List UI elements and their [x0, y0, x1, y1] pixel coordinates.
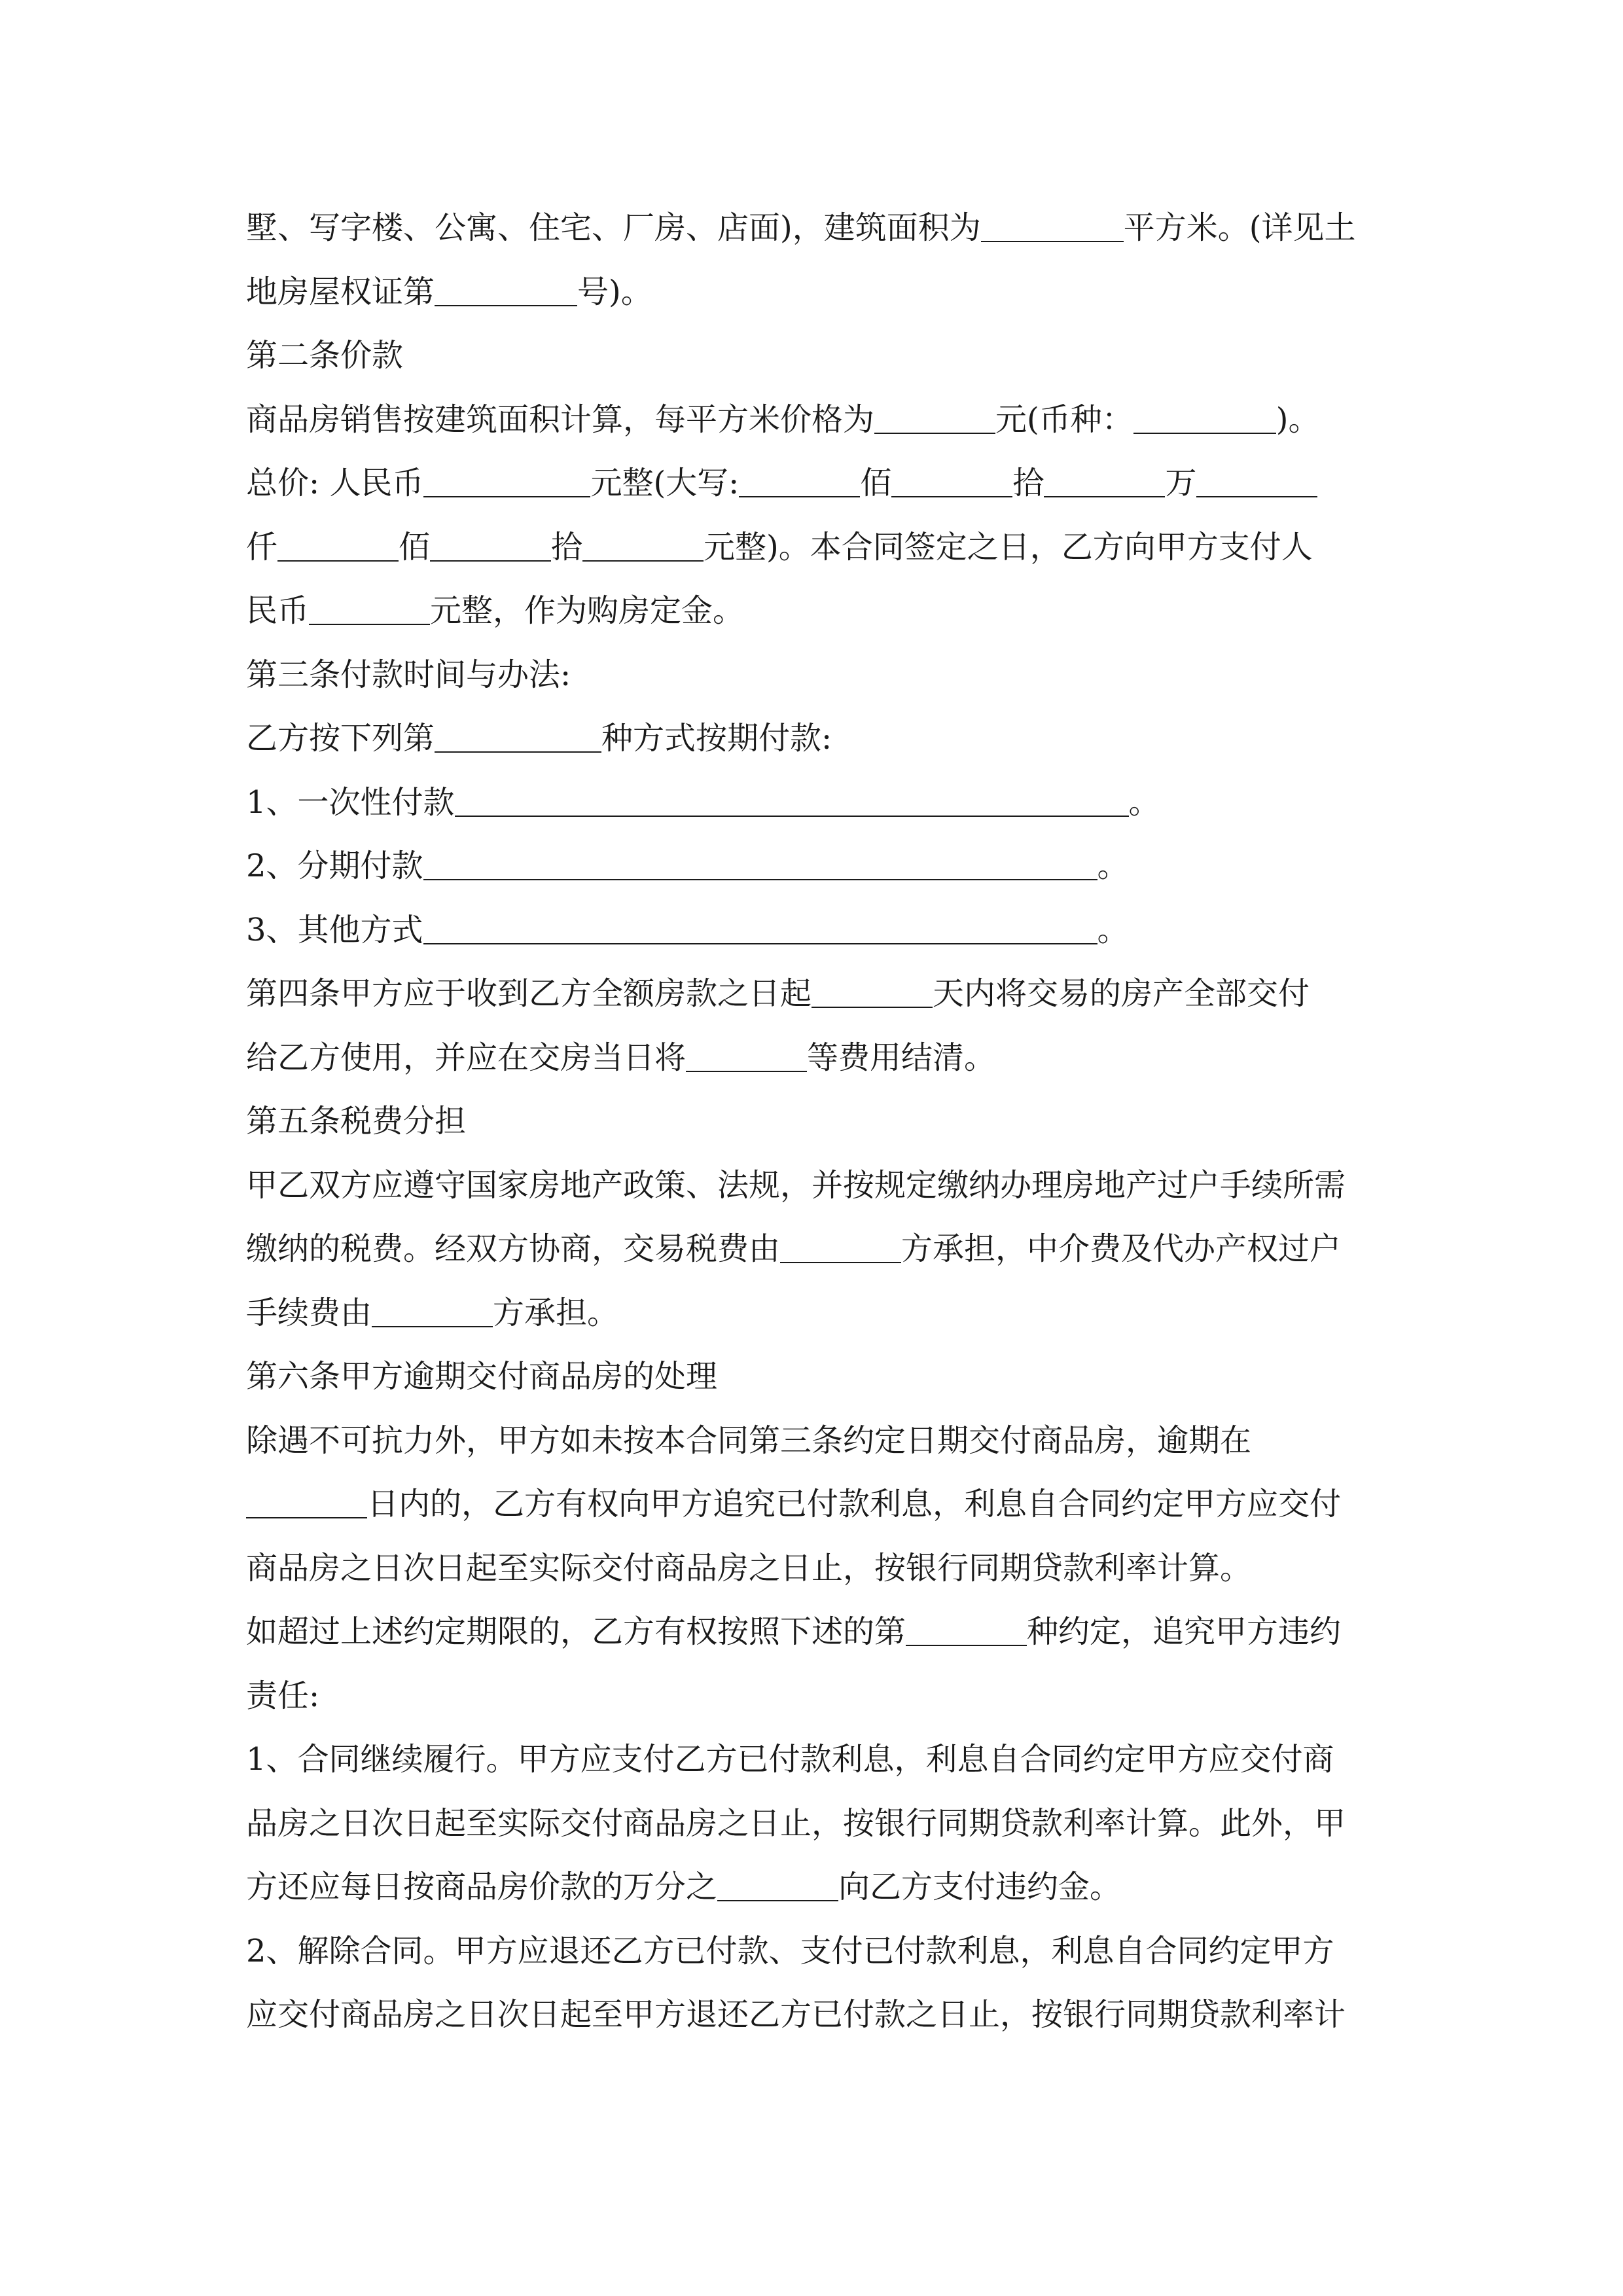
blank-field[interactable] [874, 393, 995, 434]
text-line: 责任: [246, 1677, 320, 1714]
text-segment: 第四条甲方应于收到乙方全额房款之日起 [246, 975, 812, 1012]
blank-field[interactable] [246, 1478, 367, 1518]
text-segment: 元整，作为购房定金。 [430, 592, 745, 629]
text-segment: 墅、写字楼、公寓、住宅、厂房、店面)，建筑面积为 [246, 209, 981, 246]
text-segment: 仟 [246, 528, 278, 565]
text-segment: 种方式按期付款: [601, 720, 832, 757]
text-segment: 。 [1097, 848, 1129, 884]
text-line [246, 771, 1378, 835]
text-segment: 日内的，乙方有权向甲方追究已付款利息，利息自合同约定甲方应交付 [367, 1486, 1342, 1522]
text-segment: 手续费由 [246, 1294, 372, 1331]
text-segment: 给乙方使用，并应在交房当日将 [246, 1039, 687, 1076]
text-line [246, 452, 1378, 516]
blank-field[interactable] [435, 266, 577, 306]
text-segment: 地房屋权证第 [246, 273, 435, 310]
text-line [246, 516, 1378, 580]
text-segment: 元(币种： [995, 401, 1133, 438]
text-line: 1、合同继续履行。甲方应支付乙方已付款利息，利息自合同约定甲方应交付商 [246, 1741, 1334, 1778]
text-segment: 缴纳的税费。经双方协商，交易税费由 [246, 1230, 781, 1267]
blank-field[interactable] [582, 521, 704, 562]
text-segment: 平方米。(详见土 [1123, 209, 1356, 246]
blank-field[interactable] [435, 712, 601, 753]
blank-field[interactable] [1196, 457, 1317, 497]
section-heading: 第六条甲方逾期交付商品房的处理 [246, 1358, 718, 1395]
text-segment: 拾 [551, 528, 583, 565]
contract-text [246, 196, 1378, 2047]
section-heading: 第三条付款时间与办法: [246, 656, 571, 693]
text-segment: 万 [1165, 465, 1197, 501]
blank-field[interactable] [686, 1031, 807, 1072]
text-line: 除遇不可抗力外，甲方如未按本合同第三条约定日期交付商品房，逾期在 [246, 1422, 1252, 1459]
text-segment: 天内将交易的房产全部交付 [933, 975, 1310, 1012]
section-heading: 第二条价款 [246, 337, 404, 374]
text-segment: 方承担。 [493, 1294, 619, 1331]
text-line: 应交付商品房之日次日起至甲方退还乙方已付款之日止，按银行同期贷款利率计 [246, 1996, 1346, 2033]
text-segment: 元整)。本合同签定之日，乙方向甲方支付人 [704, 528, 1313, 565]
text-line [246, 962, 1378, 1026]
text-line [246, 1217, 1378, 1282]
text-segment: 商品房销售按建筑面积计算，每平方米价格为 [246, 401, 875, 438]
blank-field[interactable] [981, 202, 1124, 242]
blank-field[interactable] [277, 521, 399, 562]
blank-field[interactable] [906, 1605, 1027, 1646]
text-segment: 。 [1097, 911, 1129, 948]
blank-field[interactable] [372, 1287, 493, 1327]
blank-field[interactable] [423, 840, 1097, 880]
text-segment: 佰 [399, 528, 431, 565]
text-segment: 总价: 人民币 [246, 465, 424, 501]
text-line [246, 1282, 1378, 1346]
blank-field[interactable] [455, 776, 1129, 817]
text-line [246, 1026, 1378, 1090]
text-line [246, 388, 1378, 452]
text-line [246, 1600, 1378, 1664]
text-segment: 民币 [246, 592, 310, 629]
text-segment: 元整(大写: [590, 465, 740, 501]
text-line: 商品房之日次日起至实际交付商品房之日止，按银行同期贷款利率计算。 [246, 1549, 1252, 1587]
text-line [246, 1473, 1378, 1537]
text-line [246, 1856, 1378, 1920]
blank-field[interactable] [430, 521, 551, 562]
text-segment: 2、分期付款 [246, 848, 423, 884]
text-segment: 1、一次性付款 [246, 783, 455, 821]
text-segment: 3、其他方式 [246, 911, 423, 948]
text-line: 品房之日次日起至实际交付商品房之日止，按银行同期贷款利率计算。此外，甲 [246, 1804, 1346, 1842]
text-segment: 佰 [860, 465, 892, 501]
blank-field[interactable] [423, 904, 1097, 944]
text-line [246, 899, 1378, 963]
section-heading: 第五条税费分担 [246, 1103, 467, 1139]
blank-field[interactable] [739, 457, 860, 497]
text-line [246, 260, 1378, 325]
text-segment: 如超过上述约定期限的，乙方有权按照下述的第 [246, 1613, 906, 1650]
blank-field[interactable] [309, 584, 430, 625]
text-line [246, 834, 1378, 899]
text-line [246, 196, 1378, 260]
blank-field[interactable] [1044, 457, 1165, 497]
blank-field[interactable] [717, 1861, 838, 1901]
text-line [246, 707, 1378, 771]
text-line: 甲乙双方应遵守国家房地产政策、法规，并按规定缴纳办理房地产过户手续所需 [246, 1166, 1346, 1204]
text-segment: 方承担，中介费及代办产权过户 [901, 1230, 1342, 1267]
blank-field[interactable] [1133, 393, 1276, 434]
text-segment: 等费用结清。 [807, 1039, 996, 1076]
text-segment: 向乙方支付违约金。 [838, 1869, 1122, 1905]
blank-field[interactable] [891, 457, 1012, 497]
text-line: 2、解除合同。甲方应退还乙方已付款、支付已付款利息，利息自合同约定甲方 [246, 1932, 1334, 1969]
text-line [246, 579, 1378, 643]
text-segment: 号)。 [577, 273, 652, 310]
blank-field[interactable] [423, 457, 590, 497]
text-segment: )。 [1275, 401, 1320, 438]
text-segment: 方还应每日按商品房价款的万分之 [246, 1869, 718, 1905]
blank-field[interactable] [812, 967, 933, 1008]
text-segment: 乙方按下列第 [246, 720, 435, 757]
text-segment: 种约定，追究甲方违约 [1027, 1613, 1342, 1650]
text-segment: 。 [1128, 783, 1160, 821]
blank-field[interactable] [780, 1223, 901, 1263]
text-segment: 拾 [1012, 465, 1044, 501]
